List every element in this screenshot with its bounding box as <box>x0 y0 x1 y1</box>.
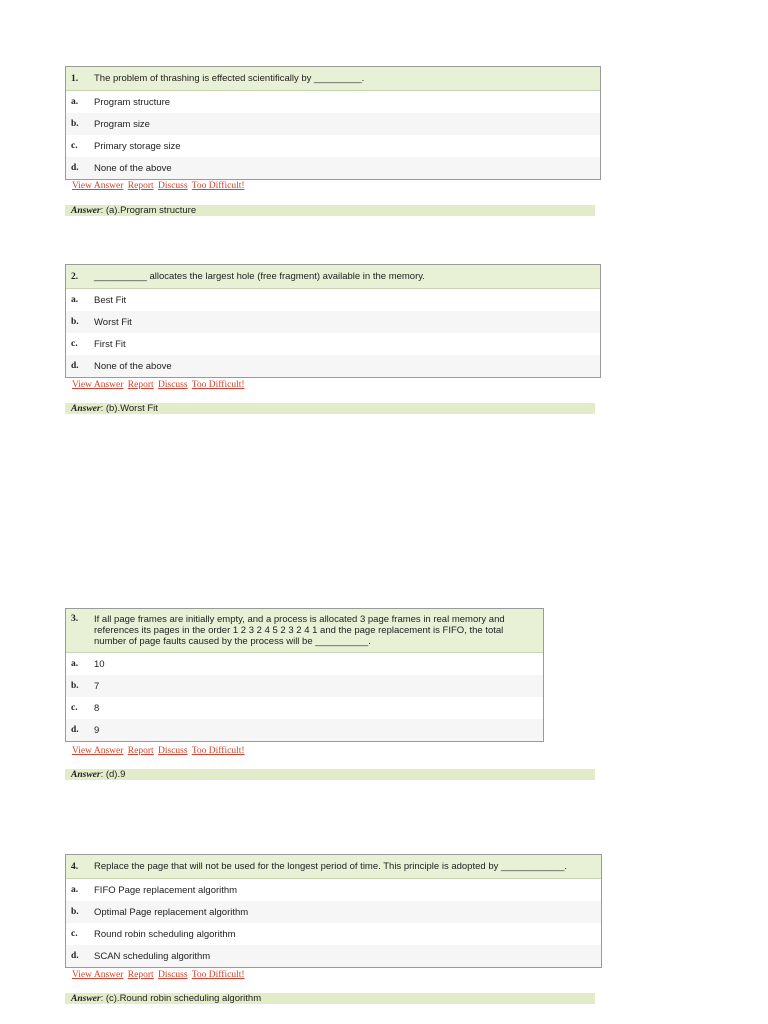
option-row[interactable] <box>66 923 601 945</box>
answer-label: Answer <box>71 404 101 414</box>
option-text: 8 <box>94 702 100 714</box>
answer-text: : (c).Round robin scheduling algorithm <box>100 993 262 1004</box>
option-text: Round robin scheduling algorithm <box>94 928 236 940</box>
option-text: Program size <box>94 118 150 130</box>
option-text: 7 <box>94 680 100 692</box>
discuss-link[interactable]: Discuss <box>158 380 188 390</box>
discuss-link[interactable]: Discuss <box>158 746 188 756</box>
report-link[interactable]: Report <box>127 380 154 390</box>
view-answer-link[interactable]: View Answer <box>72 181 124 191</box>
question-stem <box>66 265 600 289</box>
option-text: 10 <box>94 658 105 670</box>
option-row[interactable] <box>66 901 601 923</box>
option-key: b. <box>71 681 79 691</box>
question-links <box>72 181 247 191</box>
option-key: c. <box>71 703 78 713</box>
question-links <box>72 746 247 756</box>
question-text: __________ allocates the largest hole (free fragment) available in the memory. <box>94 271 425 282</box>
option-text: Best Fit <box>94 294 127 306</box>
question-stem <box>66 855 601 879</box>
option-text: Primary storage size <box>94 140 181 152</box>
option-key: d. <box>71 725 79 735</box>
too-difficult-link[interactable]: Too Difficult! <box>191 746 245 756</box>
too-difficult-link[interactable]: Too Difficult! <box>191 380 245 390</box>
option-key: d. <box>71 361 79 371</box>
option-row[interactable] <box>66 135 600 157</box>
view-answer-link[interactable]: View Answer <box>72 970 124 980</box>
discuss-link[interactable]: Discuss <box>158 970 188 980</box>
question-text: The problem of thrashing is effected scientifically by _________. <box>94 73 365 84</box>
question-stem <box>66 609 543 653</box>
option-key: c. <box>71 929 78 939</box>
option-key: a. <box>71 659 79 669</box>
option-row[interactable] <box>66 157 600 179</box>
question-number: 3. <box>71 614 79 624</box>
option-text: Program structure <box>94 96 171 108</box>
question-card-4 <box>65 854 602 968</box>
report-link[interactable]: Report <box>127 746 154 756</box>
option-text: Optimal Page replacement algorithm <box>94 906 249 918</box>
question-stem <box>66 67 600 91</box>
discuss-link[interactable]: Discuss <box>158 181 188 191</box>
option-key: d. <box>71 951 79 961</box>
question-number: 4. <box>71 861 79 872</box>
option-row[interactable] <box>66 289 600 311</box>
question-card-2 <box>65 264 601 378</box>
answer-text: : (b).Worst Fit <box>100 403 158 414</box>
question-card-3 <box>65 608 544 742</box>
option-row[interactable] <box>66 653 543 675</box>
answer-bar <box>65 769 595 780</box>
option-text: None of the above <box>94 360 172 372</box>
question-links <box>72 970 247 980</box>
option-text: First Fit <box>94 338 126 350</box>
option-key: b. <box>71 317 79 327</box>
option-key: b. <box>71 119 79 129</box>
option-row[interactable] <box>66 675 543 697</box>
option-text: 9 <box>94 724 100 736</box>
option-row[interactable] <box>66 719 543 741</box>
option-row[interactable] <box>66 697 543 719</box>
too-difficult-link[interactable]: Too Difficult! <box>191 181 245 191</box>
option-key: d. <box>71 163 79 173</box>
option-row[interactable] <box>66 311 600 333</box>
answer-bar <box>65 993 595 1004</box>
view-answer-link[interactable]: View Answer <box>72 380 124 390</box>
option-key: c. <box>71 339 78 349</box>
option-row[interactable] <box>66 113 600 135</box>
answer-label: Answer <box>71 770 101 780</box>
option-row[interactable] <box>66 333 600 355</box>
too-difficult-link[interactable]: Too Difficult! <box>191 970 245 980</box>
answer-bar <box>65 205 595 216</box>
option-row[interactable] <box>66 355 600 377</box>
answer-text: : (a).Program structure <box>100 205 197 216</box>
option-key: c. <box>71 141 78 151</box>
option-key: a. <box>71 885 79 895</box>
option-row[interactable] <box>66 879 601 901</box>
question-card-1 <box>65 66 601 180</box>
question-links <box>72 380 247 390</box>
option-key: a. <box>71 295 79 305</box>
answer-label: Answer <box>71 994 101 1004</box>
option-text: None of the above <box>94 162 172 174</box>
answer-bar <box>65 403 595 414</box>
view-answer-link[interactable]: View Answer <box>72 746 124 756</box>
report-link[interactable]: Report <box>127 181 154 191</box>
question-text: If all page frames are initially empty, and a process is allocated 3 page frames in real memory and references its pages in the order 1 2 3 2 4 5 2 3 2 4 1 and the page replacement is FIFO, the total number of page faults caused by the process will be __________. <box>94 614 505 647</box>
option-row[interactable] <box>66 91 600 113</box>
option-key: b. <box>71 907 79 917</box>
option-row[interactable] <box>66 945 601 967</box>
option-text: SCAN scheduling algorithm <box>94 950 211 962</box>
question-number: 2. <box>71 271 79 282</box>
option-text: Worst Fit <box>94 316 132 328</box>
option-key: a. <box>71 97 79 107</box>
answer-text: : (d).9 <box>100 769 126 780</box>
answer-label: Answer <box>71 206 101 216</box>
report-link[interactable]: Report <box>127 970 154 980</box>
option-text: FIFO Page replacement algorithm <box>94 884 238 896</box>
question-text: Replace the page that will not be used for the longest period of time. This principle is adopted by ____________. <box>94 861 568 872</box>
question-number: 1. <box>71 73 79 84</box>
